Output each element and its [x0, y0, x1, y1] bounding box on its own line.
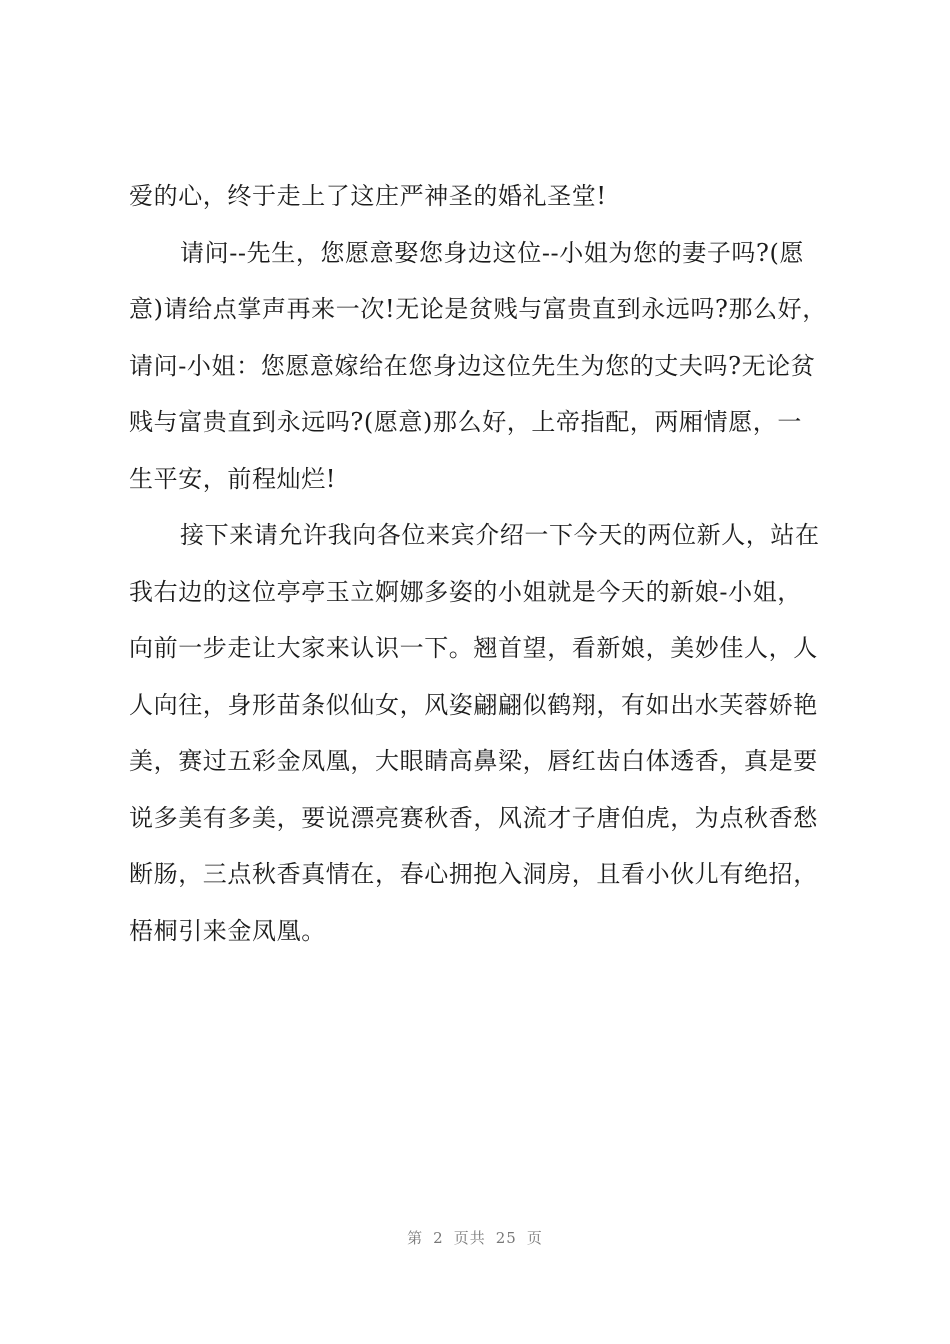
- text-line: 接下来请允许我向各位来宾介绍一下今天的两位新人，站在: [180, 521, 820, 549]
- page-total: 25: [495, 1229, 517, 1247]
- page-number: 2: [433, 1229, 444, 1247]
- text-line: 梧桐引来金凤凰。: [129, 916, 326, 945]
- text-line: 向前一步走让大家来认识一下。翘首望，看新娘，美妙佳人，人: [129, 634, 818, 662]
- text-line: 生平安，前程灿烂!: [129, 464, 337, 493]
- text-line: 请问-小姐：您愿意嫁给在您身边这位先生为您的丈夫吗?无论贫: [129, 351, 816, 380]
- paragraph-1: [129, 168, 843, 225]
- page-footer: [0, 1227, 950, 1248]
- document-body: [129, 168, 843, 959]
- paragraph-2: [129, 225, 843, 508]
- text-line: 人向往，身形苗条似仙女，风姿翩翩似鹤翔，有如出水芙蓉娇艳: [129, 690, 818, 719]
- text-line: 意)请给点掌声再来一次!无论是贫贱与富贵直到永远吗?那么好，: [129, 295, 827, 323]
- text-line: 断肠，三点秋香真情在，春心拥抱入洞房，且看小伙儿有绝招，: [129, 860, 818, 888]
- footer-middle: 页共: [453, 1229, 486, 1247]
- text-line: 贱与富贵直到永远吗?(愿意)那么好，上帝指配，两厢情愿，一: [129, 408, 802, 436]
- paragraph-3: [129, 507, 843, 959]
- text-line: 美，赛过五彩金凤凰，大眼睛高鼻梁，唇红齿白体透香，真是要: [129, 747, 818, 775]
- text-line: 说多美有多美，要说漂亮赛秋香，风流才子唐伯虎，为点秋香愁: [129, 803, 818, 832]
- text-line: 我右边的这位亭亭玉立婀娜多姿的小姐就是今天的新娘-小姐，: [129, 577, 802, 606]
- footer-prefix: 第: [407, 1229, 424, 1247]
- text-line: 爱的心，终于走上了这庄严神圣的婚礼圣堂!: [129, 182, 607, 210]
- text-line: 请问--先生，您愿意娶您身边这位--小姐为您的妻子吗?(愿: [180, 238, 805, 267]
- footer-suffix: 页: [526, 1229, 543, 1247]
